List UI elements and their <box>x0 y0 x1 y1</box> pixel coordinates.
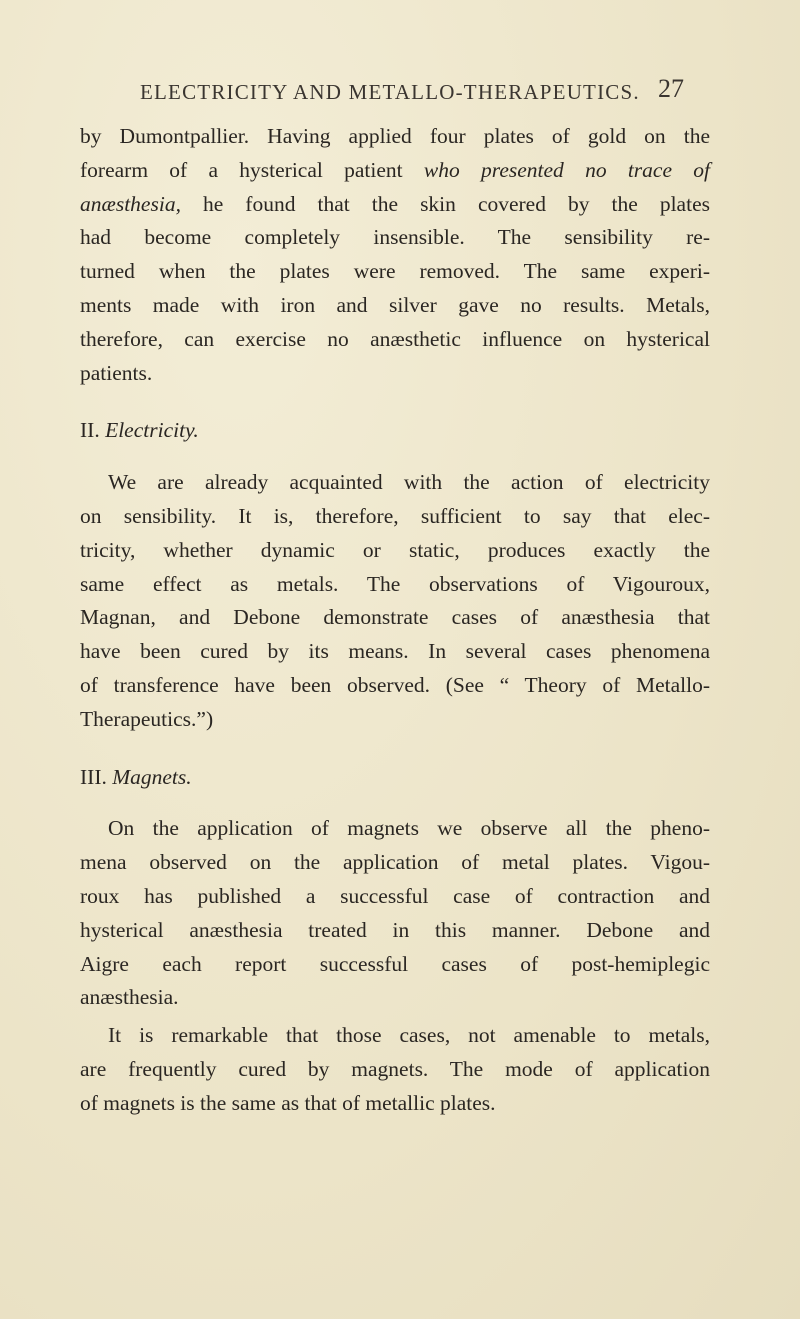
text-line: On the application of magnets we observe all the pheno- <box>108 816 710 841</box>
section-numeral: III. <box>80 764 107 789</box>
text-line: of magnets is the same as that of metallic plates. <box>80 1090 496 1115</box>
text-line <box>80 154 710 188</box>
text-line: are frequently cured by magnets. The mode of application <box>80 1056 710 1081</box>
text-line: Aigre each report successful cases of post-hemiplegic <box>80 951 710 976</box>
text-line: Therapeutics.”) <box>80 706 214 731</box>
section-heading-electricity <box>80 414 710 448</box>
text-line: same effect as metals. The observations of Vigouroux, <box>80 571 710 596</box>
italic-span: anæsthesia, <box>80 191 181 216</box>
text-line: therefore, can exercise no anæsthetic influence on hysterical <box>80 326 710 351</box>
text-span: he found that the skin covered by the plates <box>180 191 710 216</box>
text-line: Magnan, and Debone demonstrate cases of anæsthesia that <box>80 605 710 630</box>
text-line <box>80 188 710 222</box>
text-line: tricity, whether dynamic or static, produces exactly the <box>80 537 710 562</box>
italic-span: who presented no trace of <box>423 157 710 182</box>
text-line: anæsthesia. <box>80 985 179 1010</box>
text-line: had become completely insensible. The sensibility re- <box>80 225 710 250</box>
text-line: turned when the plates were removed. The same experi- <box>80 259 710 284</box>
text-line: have been cured by its means. In several cases phenomena <box>80 639 710 664</box>
text-line: roux has published a successful case of contraction and <box>80 883 710 908</box>
section-title: Electricity. <box>105 418 199 443</box>
text-line: It is remarkable that those cases, not amenable to metals, <box>108 1023 710 1048</box>
text-line: hysterical anæsthesia treated in this manner. Debone and <box>80 917 710 942</box>
section-title: Magnets. <box>112 764 192 789</box>
text-line: of transference have been observed. (See “ Theory of Metallo- <box>80 672 710 697</box>
text-line: patients. <box>80 360 153 385</box>
text-line: ments made with iron and silver gave no results. Metals, <box>80 292 710 317</box>
paragraph-dumontpallier <box>80 120 710 390</box>
body-text <box>80 120 710 1121</box>
running-head: ELECTRICITY AND METALLO-THERAPEUTICS. <box>140 80 640 104</box>
paragraph-remarkable <box>80 1019 710 1120</box>
section-heading-magnets <box>80 761 710 795</box>
text-line: We are already acquainted with the action of electricity <box>108 470 710 495</box>
page-number: 27 <box>658 74 684 103</box>
text-line: on sensibility. It is, therefore, sufficient to say that elec- <box>80 503 710 528</box>
text-line: mena observed on the application of metal plates. Vigou- <box>80 850 710 875</box>
paragraph-magnets <box>80 812 710 1015</box>
text-line: by Dumontpallier. Having applied four plates of gold on the <box>80 124 710 148</box>
section-numeral: II. <box>80 418 100 443</box>
paragraph-electricity <box>80 466 710 736</box>
text-span: forearm of a hysterical patient <box>80 157 424 182</box>
